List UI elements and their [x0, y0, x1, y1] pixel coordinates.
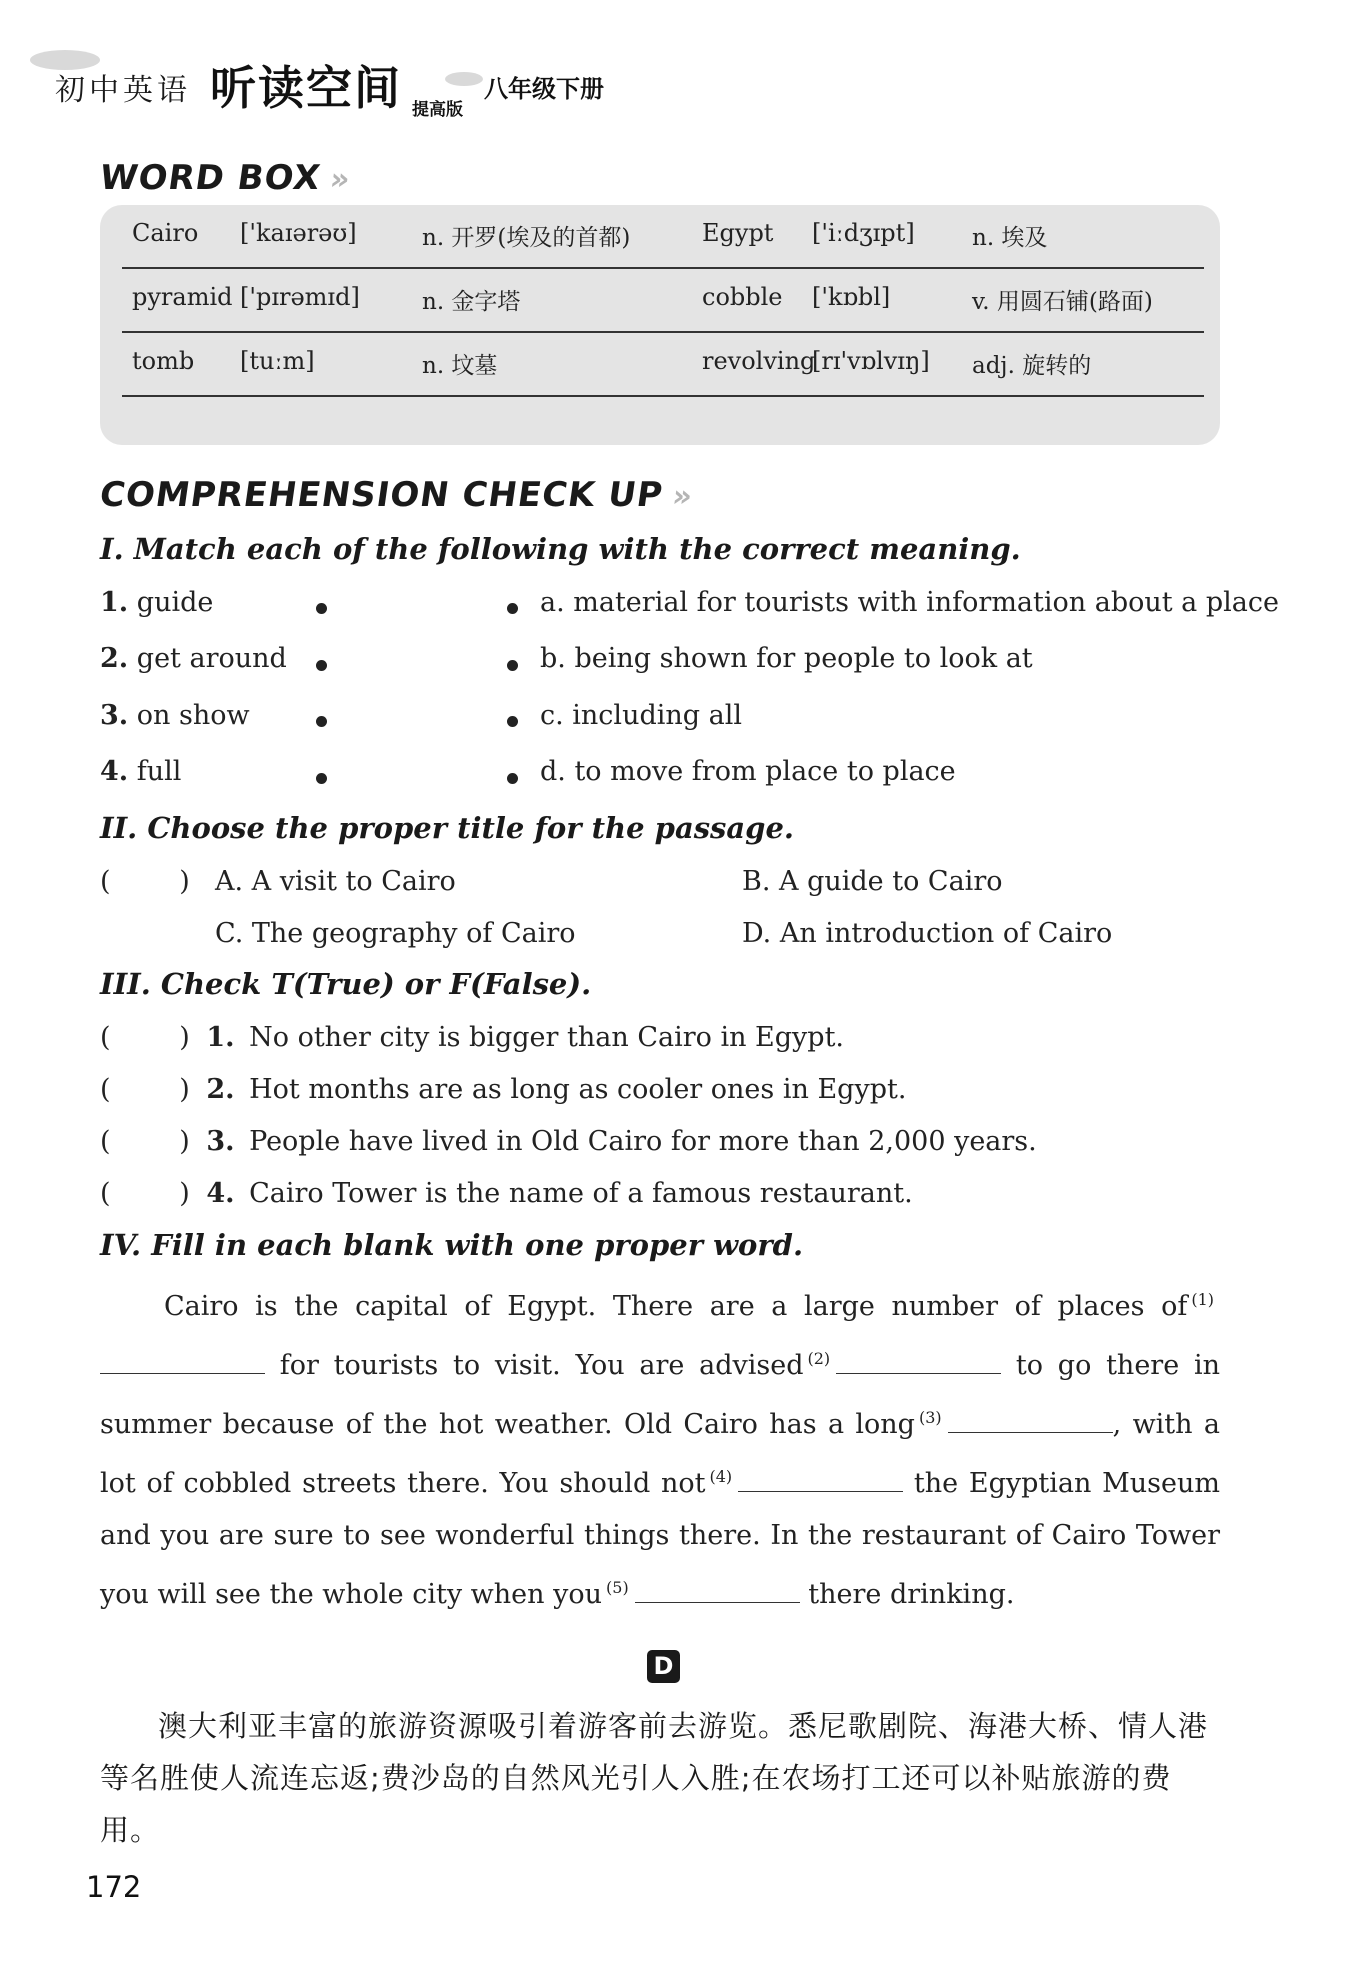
book-grade: 八年级下册	[484, 75, 604, 103]
part3-title: III. Check T(True) or F(False).	[100, 967, 592, 1001]
double-chevron-icon: »	[670, 479, 689, 514]
passage-text: , with a lot of cobbled streets there. You should not	[100, 1409, 1220, 1499]
word-phonetic: [tuːm]	[240, 347, 315, 375]
tf-item	[100, 1074, 906, 1105]
item-number: 4.	[100, 756, 129, 787]
book-edition: 提高版	[412, 100, 463, 120]
word-row	[122, 333, 1204, 397]
match-left-item	[100, 587, 213, 618]
word-phonetic: ['iːdʒɪpt]	[812, 219, 915, 247]
match-dot-left[interactable]	[316, 603, 327, 614]
word-box-heading	[97, 158, 346, 198]
match-dot-right[interactable]	[507, 660, 518, 671]
word-box	[100, 205, 1220, 445]
tf-item	[100, 1126, 1037, 1157]
blank-marker: (4)	[709, 1467, 733, 1486]
book-series-title: 初中英语	[55, 73, 191, 108]
answer-paren[interactable]: ( )	[100, 866, 190, 897]
answer-paren[interactable]: ( )	[100, 1126, 190, 1157]
match-dot-left[interactable]	[316, 773, 327, 784]
word-meaning: n. 坟墓	[422, 353, 498, 379]
match-left-item	[100, 700, 250, 731]
blank-5[interactable]	[635, 1578, 800, 1603]
word-meaning: n. 金字塔	[422, 289, 521, 315]
blank-3[interactable]	[948, 1408, 1113, 1433]
tf-item	[100, 1022, 844, 1053]
header-cloud-decoration	[445, 72, 483, 86]
match-right-item: c. including all	[540, 700, 742, 731]
blank-2[interactable]	[836, 1349, 1001, 1374]
double-chevron-icon: »	[327, 162, 347, 197]
item-text: Hot months are as long as cooler ones in Egypt.	[249, 1074, 907, 1105]
passage-text: for tourists to visit. You are advised	[279, 1350, 804, 1381]
item-number: 2.	[100, 643, 129, 674]
tf-item	[100, 1178, 913, 1209]
part4-title: IV. Fill in each blank with one proper word.	[100, 1228, 804, 1262]
item-text: Cairo Tower is the name of a famous restaurant.	[249, 1178, 913, 1209]
option-b: B. A guide to Cairo	[742, 866, 1003, 897]
word-phonetic: ['pɪrəmɪd]	[240, 283, 360, 311]
option-d: D. An introduction of Cairo	[742, 918, 1113, 949]
book-brand-logo: 听读空间	[210, 61, 402, 115]
comprehension-heading	[97, 475, 689, 515]
passage-text: the Egyptian Museum and you are sure to see wonderful things there. In the restaurant of Cairo Tower you will see the whole city when you	[100, 1468, 1221, 1610]
section-d-badge: D	[647, 1650, 680, 1683]
word: pyramid	[132, 283, 233, 311]
match-right-item: d. to move from place to place	[540, 756, 956, 787]
word-phonetic: ['kɒbl]	[812, 283, 891, 311]
blank-1[interactable]	[100, 1349, 265, 1374]
word-meaning: adj. 旋转的	[972, 353, 1092, 379]
item-text: No other city is bigger than Cairo in Egypt.	[249, 1022, 845, 1053]
word: revolving	[702, 347, 816, 375]
word: tomb	[132, 347, 195, 375]
match-dot-left[interactable]	[316, 660, 327, 671]
item-number: 1.	[100, 587, 129, 618]
answer-paren[interactable]: ( )	[100, 1178, 190, 1209]
section-d-intro: 澳大利亚丰富的旅游资源吸引着游客前去游览。悉尼歌剧院、海港大桥、情人港等名胜使人流连忘返;费沙岛的自然风光引人入胜;在农场打工还可以补贴旅游的费用。	[100, 1709, 1209, 1847]
item-number: 3.	[206, 1126, 235, 1157]
word-meaning: n. 埃及	[972, 225, 1048, 251]
passage-text: to go there in summer because of the hot weather. Old Cairo has a long	[100, 1350, 1220, 1440]
item-number: 1.	[206, 1022, 235, 1053]
blank-marker: (2)	[807, 1349, 831, 1368]
part1-title: I. Match each of the following with the correct meaning.	[100, 532, 1021, 566]
part2-title: II. Choose the proper title for the passage.	[100, 811, 795, 845]
fill-blank-passage	[100, 1274, 1220, 1621]
match-dot-right[interactable]	[507, 773, 518, 784]
item-text: get around	[136, 643, 287, 674]
item-text: guide	[136, 587, 214, 618]
word-row	[122, 205, 1204, 269]
blank-marker: (3)	[918, 1408, 942, 1427]
match-dot-right[interactable]	[507, 603, 518, 614]
word-row	[122, 269, 1204, 333]
match-right-item: b. being shown for people to look at	[540, 643, 1033, 674]
match-dot-left[interactable]	[316, 716, 327, 727]
word-phonetic: [rɪ'vɒlvɪŋ]	[812, 347, 930, 375]
word-box-heading-text: WORD BOX	[97, 158, 324, 198]
option-a: A. A visit to Cairo	[215, 866, 456, 897]
word: Cairo	[132, 219, 199, 247]
item-text: full	[136, 756, 182, 787]
passage-text: Cairo is the capital of Egypt. There are a large number of places of	[164, 1291, 1188, 1322]
item-number: 4.	[206, 1178, 235, 1209]
word-meaning: n. 开罗(埃及的首都)	[422, 225, 631, 251]
item-number: 3.	[100, 700, 129, 731]
option-c: C. The geography of Cairo	[215, 918, 576, 949]
blank-marker: (5)	[606, 1578, 629, 1597]
item-number: 2.	[206, 1074, 235, 1105]
match-left-item	[100, 643, 287, 674]
blank-marker: (1)	[1191, 1290, 1214, 1309]
word: Egypt	[702, 219, 774, 247]
passage-text: there drinking.	[808, 1579, 1015, 1610]
answer-paren[interactable]: ( )	[100, 1022, 190, 1053]
answer-paren[interactable]: ( )	[100, 1074, 190, 1105]
item-text: on show	[136, 700, 250, 731]
page-number: 172	[86, 1870, 142, 1904]
match-right-item: a. material for tourists with information about a place	[540, 587, 1279, 618]
word-meaning: v. 用圆石铺(路面)	[972, 289, 1153, 315]
comprehension-heading-text: COMPREHENSION CHECK UP	[97, 475, 666, 515]
blank-4[interactable]	[738, 1467, 903, 1492]
match-dot-right[interactable]	[507, 716, 518, 727]
word-phonetic: ['kaɪərəʊ]	[240, 219, 357, 247]
item-text: People have lived in Old Cairo for more than 2,000 years.	[249, 1126, 1037, 1157]
word: cobble	[702, 283, 783, 311]
match-left-item	[100, 756, 181, 787]
